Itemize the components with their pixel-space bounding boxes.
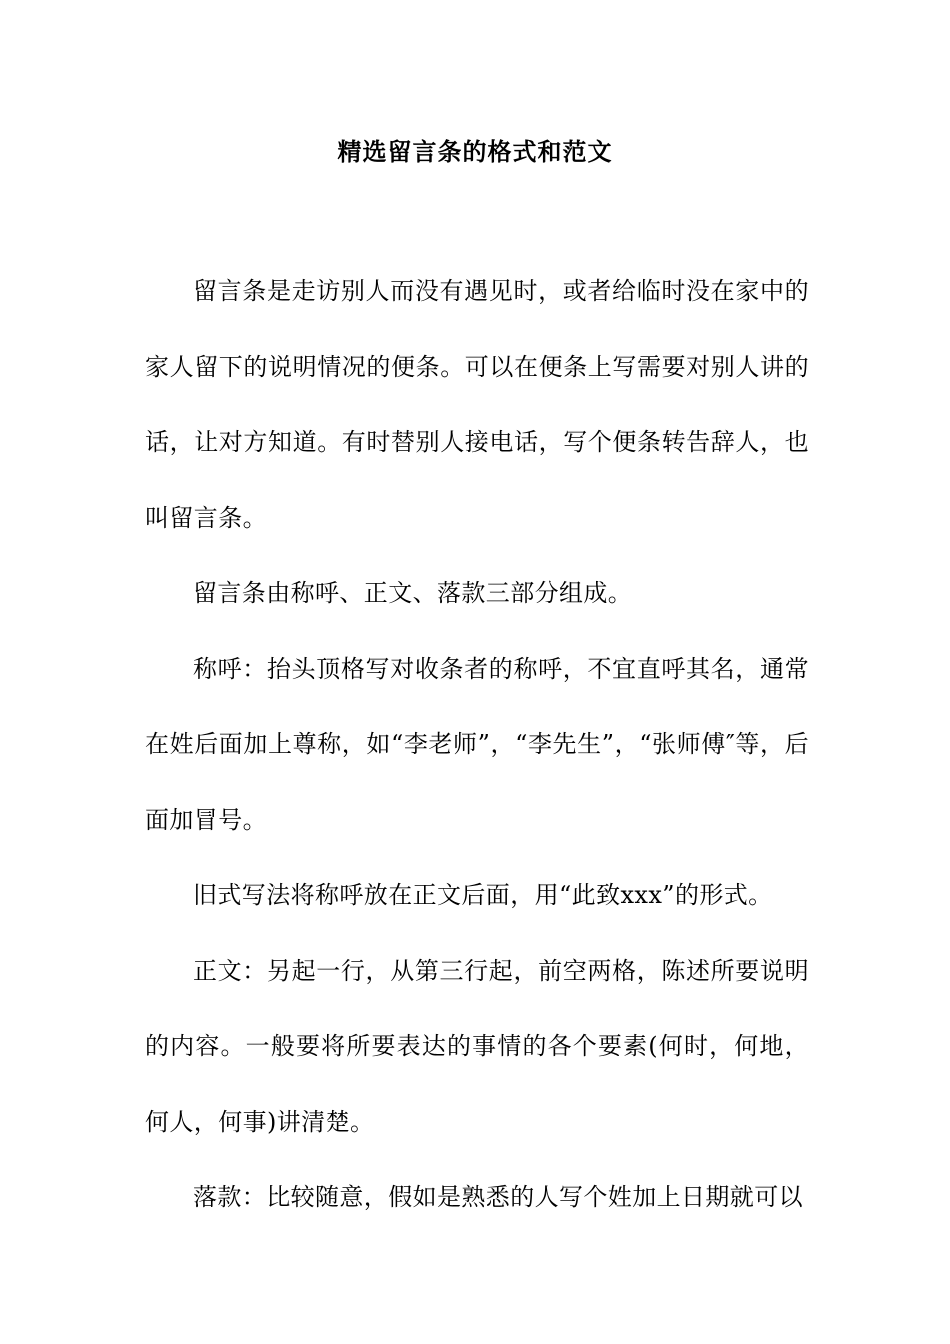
paragraph-old-style: 旧式写法将称呼放在正文后面，用“此致xxx”的形式。 [193,881,773,909]
document-title: 精选留言条的格式和范文 [337,137,613,166]
paragraph-structure: 留言条由称呼、正文、落款三部分组成。 [193,579,633,607]
paragraph-signature: 落款：比较随意，假如是熟悉的人写个姓加上日期就可以 [193,1183,803,1211]
paragraph-main-text: 正文：另起一行，从第三行起，前空两格，陈述所要说明的内容。一般要将所要表达的事情的各个要素(何时，何地，何人，何事)讲清楚。 [145,956,809,1136]
paragraph-salutation: 称呼：抬头顶格写对收条者的称呼，不宜直呼其名，通常在姓后面加上尊称，如“李老师”，“李先生”，“张师傅″等，后面加冒号。 [145,654,809,834]
paragraph-definition: 留言条是走访别人而没有遇见时，或者给临时没在家中的家人留下的说明情况的便条。可以在便条上写需要对别人讲的话，让对方知道。有时替别人接电话，写个便条转告辞人，也叫留言条。 [145,277,809,532]
document-body [145,254,809,1236]
